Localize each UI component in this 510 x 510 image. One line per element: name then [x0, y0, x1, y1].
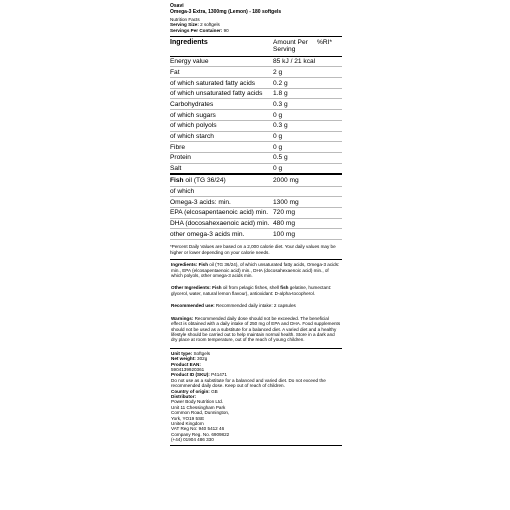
- table-row: [170, 229, 342, 240]
- nutrient-amount: 1300 mg: [273, 197, 317, 208]
- nutrient-name: Protein: [170, 152, 273, 163]
- nutrient-name: of which sugars: [170, 110, 273, 121]
- nutrient-amount: 1.8 g: [273, 88, 317, 99]
- distributor-line: Company Reg. No. 6909822: [171, 431, 230, 437]
- nutrient-amount: [273, 186, 317, 197]
- product-label: [170, 3, 342, 446]
- product-sku-value: P41471: [209, 372, 227, 378]
- recommended-use-paragraph: [171, 303, 341, 308]
- nutrient-ri: [317, 78, 342, 89]
- recommended-use-label: Recommended use:: [171, 303, 215, 309]
- table-row: [170, 120, 342, 131]
- nutrient-ri: [317, 229, 342, 240]
- nutrient-name: Fibre: [170, 142, 273, 153]
- nutrient-amount: 0.2 g: [273, 78, 317, 89]
- nutrient-amount: 2 g: [273, 67, 317, 78]
- warnings-label: Warnings:: [171, 315, 194, 321]
- table-row: [170, 207, 342, 218]
- table-row: [170, 67, 342, 78]
- fish-allergen: Fish: [198, 262, 209, 268]
- product-ean-value: 5904139920361: [171, 366, 205, 372]
- col-amount-header: Amount Per Serving: [273, 37, 317, 56]
- nutrient-name: DHA (docosahexaenoic acid) min.: [170, 218, 273, 229]
- nutrient-ri: [317, 152, 342, 163]
- product-sku-label: Product ID (SKU):: [171, 372, 210, 378]
- nutrient-ri: [317, 197, 342, 208]
- product-name: Omega-3 Extra, 1300mg (Lemon) - 180 softgels: [170, 9, 282, 15]
- nutrient-amount: 0 g: [273, 131, 317, 142]
- nutrient-ri: [317, 67, 342, 78]
- nutrient-ri: [317, 186, 342, 197]
- distributor-line: Power Body Nutrition Ltd.: [171, 399, 224, 405]
- table-row: [170, 163, 342, 174]
- distributor-line: York, YO19 5SE: [171, 415, 205, 421]
- nutrient-name: Energy value: [170, 56, 273, 67]
- distributor-line: Unit 11 Chessingham Park: [171, 404, 226, 410]
- nutrient-name: of which saturated fatty acids: [170, 78, 273, 89]
- serving-size-value: 2 softgels: [200, 22, 220, 28]
- product-ean-label: Product EAN:: [171, 361, 201, 367]
- serving-size-label: Serving Size:: [170, 22, 199, 28]
- nutrient-ri: [317, 99, 342, 110]
- table-row: [170, 197, 342, 208]
- nutrient-ri: [317, 142, 342, 153]
- nutrient-ri: [317, 207, 342, 218]
- nutrient-amount: 2000 mg: [273, 174, 317, 186]
- country-of-origin-label: Country of origin:: [171, 388, 210, 394]
- table-row: [170, 56, 342, 67]
- ingredients-paragraph: [171, 262, 341, 278]
- distributor-line: (+44) 01904 486 330: [171, 437, 214, 443]
- unit-type-label: Unit type:: [171, 350, 193, 356]
- other-ingredients-label: Other Ingredients:: [171, 285, 211, 291]
- net-weight-value: 302g: [195, 356, 208, 362]
- fish-oil-text: oil (TG 36/24): [183, 177, 226, 185]
- table-row: [170, 152, 342, 163]
- nutrient-amount: 0 g: [273, 163, 317, 174]
- servings-per-container-value: 90: [223, 27, 229, 33]
- nutrient-name: Salt: [170, 163, 273, 174]
- brand-name: Osavi: [170, 3, 184, 9]
- nutrient-name: of which unsaturated fatty acids: [170, 88, 273, 99]
- table-row: [170, 110, 342, 121]
- nutrient-ri: [317, 174, 342, 186]
- ingredients-label: Ingredients:: [171, 262, 198, 268]
- table-header-row: [170, 37, 342, 56]
- warnings-paragraph: [171, 316, 341, 343]
- nutrient-ri: [317, 120, 342, 131]
- nutrient-amount: 480 mg: [273, 218, 317, 229]
- ingredients-text: oil (TG 36/24), of which unsaturated fatty acids, Omega-3 acids: min., EPA (elcosapentaenoic acid) min., DHA (docosahexaenoic acid) min., of which polyols, other omega-3 acids min.: [171, 262, 340, 279]
- nutrient-name: of which polyols: [170, 120, 273, 131]
- label-header: [170, 3, 342, 33]
- other-ingredients-paragraph: [171, 285, 341, 296]
- nutrient-name: EPA (elcosapentaenoic acid) min.: [170, 207, 273, 218]
- nutrient-name: Fat: [170, 67, 273, 78]
- servings-per-container-label: Servings Per Container:: [170, 27, 223, 33]
- servings-per-container: [170, 28, 342, 33]
- nutrient-ri: [317, 56, 342, 67]
- distributor-line: VAT Reg No: 940 5412 46: [171, 426, 225, 432]
- table-row: [170, 99, 342, 110]
- nutrient-name: [170, 174, 273, 186]
- nutrient-amount: 0.3 g: [273, 120, 317, 131]
- distributor-address: [171, 399, 341, 442]
- table-row: [170, 186, 342, 197]
- product-info-box: [170, 349, 342, 446]
- nutrient-amount: 85 kJ / 21 kcal: [273, 58, 316, 66]
- nutrient-name: of which: [170, 186, 273, 197]
- nutrient-ri: [317, 110, 342, 121]
- nutrition-facts-title: Nutrition Facts: [170, 17, 200, 22]
- fish-allergen: fish: [280, 285, 289, 291]
- table-row: [170, 174, 342, 186]
- country-of-origin-value: GB: [209, 388, 218, 394]
- nutrient-name: of which starch: [170, 131, 273, 142]
- other-ingredients-text-a: oil from pelagic fishes, shell: [221, 285, 281, 291]
- nutrient-ri: [317, 218, 342, 229]
- table-row: [170, 88, 342, 99]
- nutrient-amount: 720 mg: [273, 207, 317, 218]
- distributor-line: Common Road, Dunnington,: [171, 410, 230, 416]
- fish-allergen: Fish: [212, 285, 222, 291]
- nutrient-name: Omega-3 acids: min.: [170, 197, 273, 208]
- fish-allergen: Fish: [170, 177, 184, 185]
- table-row: [170, 218, 342, 229]
- col-ingredients-header: Ingredients: [170, 37, 273, 56]
- table-row: [170, 131, 342, 142]
- table-row: [170, 78, 342, 89]
- daily-values-footnote: *Percent Daily Values are based on a 2,000 calorie diet. Your daily values may be higher or lower depending on your calorie needs.: [170, 244, 342, 260]
- table-row: [170, 142, 342, 153]
- caution-text: Do not use as a substitute for a balanced and varied diet. Do not exceed the recommended daily dose. Keep out of reach of children.: [171, 377, 326, 389]
- nutrient-ri: [317, 88, 342, 99]
- nutrient-amount: 0 g: [273, 142, 317, 153]
- nutrient-name: Carbohydrates: [170, 99, 273, 110]
- nutrient-ri: [317, 163, 342, 174]
- nutrient-amount: 0.5 g: [273, 152, 317, 163]
- nutrient-amount: 100 mg: [273, 229, 317, 240]
- distributor-label: Distributor:: [171, 393, 197, 399]
- recommended-use-text: Recommended daily intake: 2 capsules: [214, 303, 296, 309]
- net-weight-label: Net weight:: [171, 356, 196, 362]
- distributor-line: United Kingdom: [171, 421, 204, 427]
- nutrient-name: other omega-3 acids min.: [170, 229, 273, 240]
- nutrient-ri: [317, 131, 342, 142]
- nutrient-amount: 0 g: [273, 110, 317, 121]
- unit-type-value: Softgels: [192, 350, 211, 356]
- col-ri-header: %RI*: [317, 37, 342, 56]
- nutrient-amount: 0.3 g: [273, 99, 317, 110]
- warnings-text: Recommended daily dose should not be exceeded. The beneficial effect is obtained with a daily intake of 250 mg of EPA and DHA. Food supplements should not be used as a substitute for a balanced diet. A varied diet and a healthy lifestyle should be carried out to help maintain normal health. Store in a dark and dry place at room temperature, out of the reach of young children.: [171, 315, 341, 343]
- other-ingredients-text-b: gelatine, humectant: glycerol, water, natural lemon flavour), antioxidant: D-alpha-tocopherol.: [171, 285, 332, 296]
- ingredients-box: [170, 260, 342, 348]
- nutrition-table: [170, 36, 342, 240]
